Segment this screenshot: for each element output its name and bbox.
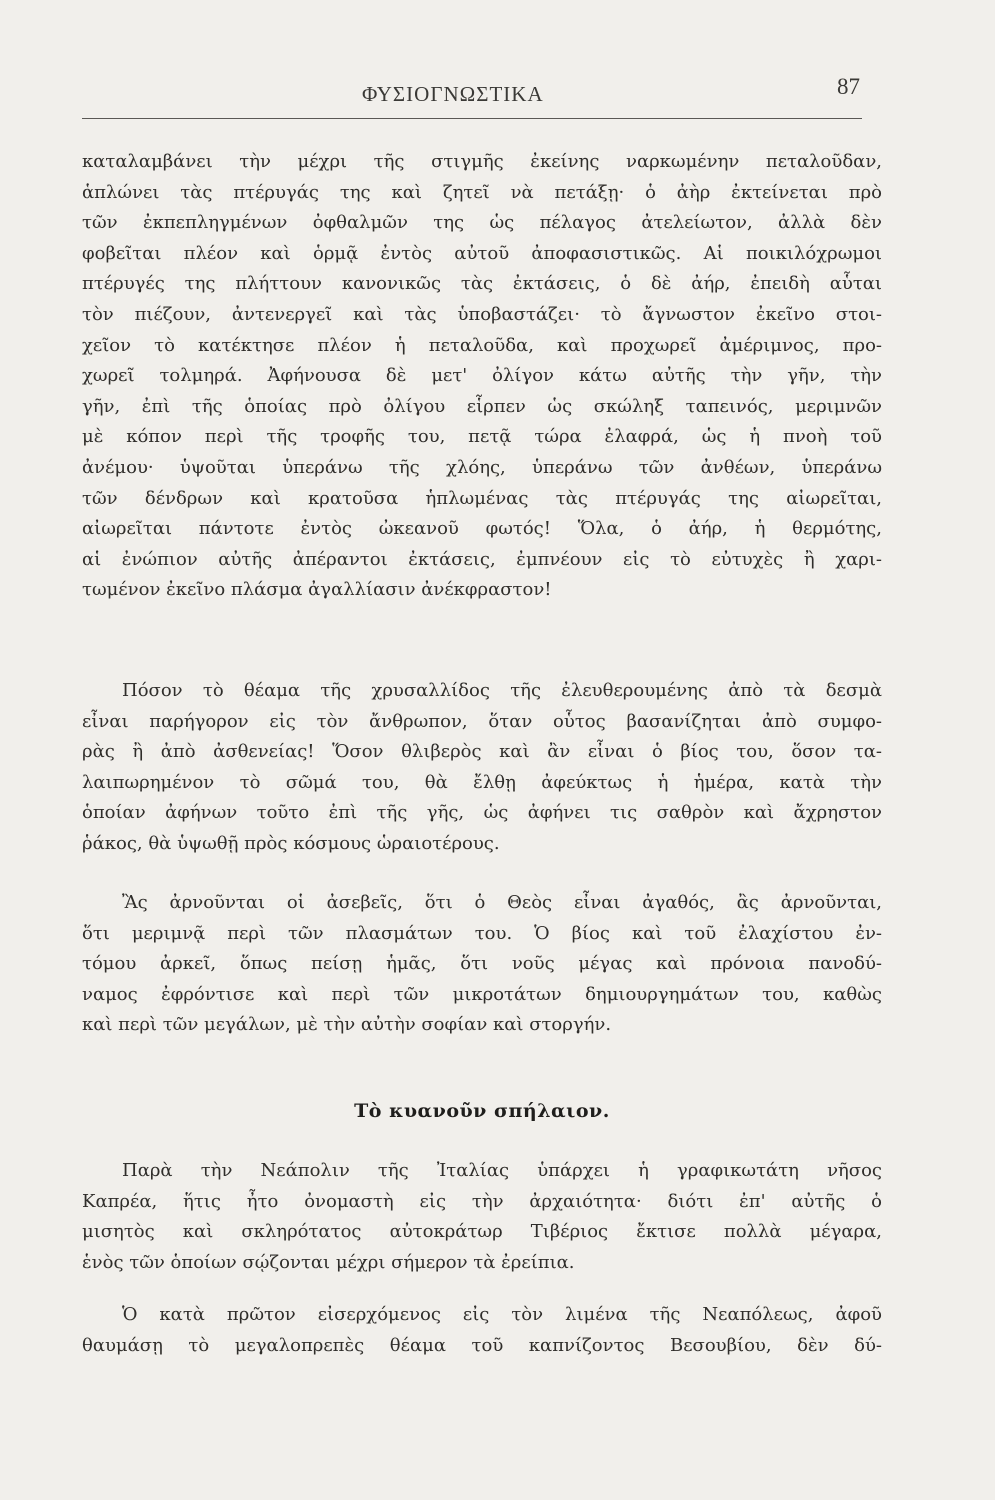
running-title: ΦΥΣΙΟΓΝΩΣΤΙΚΑ (362, 82, 544, 106)
text-line: Ἂς ἀρνοῦνται οἱ ἀσεβεῖς, ὅτι ὁ Θεὸς εἶναι ἀγαθός, ἂς ἀρνοῦνται, (122, 892, 882, 913)
text-line: θαυμάσῃ τὸ μεγαλοπρεπὲς θέαμα τοῦ καπνίζοντος Βεσουβίου, δὲν δύ- (82, 1334, 882, 1356)
text-line: Ὁ κατὰ πρῶτον εἰσερχόμενος εἰς τὸν λιμένα τῆς Νεαπόλεως, ἀφοῦ (122, 1304, 882, 1325)
text-line: γῆν, ἐπὶ τῆς ὁποίας πρὸ ὀλίγου εἷρπεν ὡς σκώληξ ταπεινός, μεριμνῶν (82, 395, 882, 417)
text-line: τόμου ἀρκεῖ, ὅπως πείσῃ ἡμᾶς, ὅτι νοῦς μέγας καὶ πρόνοια πανοδύ- (82, 953, 882, 975)
text-line: τὸν πιέζουν, ἀντενεργεῖ καὶ τὰς ὑποβαστάζει· τὸ ἄγνωστον ἐκεῖνο στοι- (82, 303, 882, 325)
text-line: μισητὸς καὶ σκληρότατος αὐτοκράτωρ Τιβέριος ἔκτισε πολλὰ μέγαρα, (82, 1221, 882, 1243)
text-line: καὶ περὶ τῶν μεγάλων, μὲ τὴν αὐτὴν σοφίαν καὶ στοργήν. (82, 1014, 612, 1036)
text-line: εἶναι παρήγορον εἰς τὸν ἄνθρωπον, ὅταν οὗτος βασανίζηται ἀπὸ συμφο- (82, 710, 882, 732)
page-number: 87 (837, 74, 860, 99)
text-line: Πόσον τὸ θέαμα τῆς χρυσαλλίδος τῆς ἐλευθερουμένης ἀπὸ τὰ δεσμὰ (122, 680, 882, 701)
text-line: μὲ κόπον περὶ τῆς τροφῆς του, πετᾷ τώρα ἐλαφρά, ὡς ἡ πνοὴ τοῦ (82, 426, 882, 448)
section-heading: Τὸ κυανοῦν σπήλαιον. (354, 1100, 610, 1122)
text-line: τωμένον ἐκεῖνο πλάσμα ἀγαλλίασιν ἀνέκφραστον! (82, 579, 552, 601)
header-rule (82, 118, 862, 119)
paragraph-3 (82, 888, 882, 1041)
text-line: πτέρυγές της πλήττουν κανονικῶς τὰς ἐκτάσεις, ὁ δὲ ἀήρ, ἐπειδὴ αὗται (82, 273, 882, 295)
text-line: τῶν δένδρων καὶ κρατοῦσα ἡπλωμένας τὰς πτέρυγάς της αἰωρεῖται, (82, 487, 882, 509)
paragraph-4 (82, 1156, 882, 1278)
text-line: ῥάκος, θὰ ὑψωθῇ πρὸς κόσμους ὡραιοτέρους. (82, 832, 500, 854)
text-line: χεῖον τὸ κατέκτησε πλέον ἡ πεταλοῦδα, καὶ προχωρεῖ ἀμέριμνος, προ- (82, 334, 882, 356)
text-line: καταλαμβάνει τὴν μέχρι τῆς στιγμῆς ἐκείνης ναρκωμένην πεταλοῦδαν, (82, 151, 882, 172)
text-line: χωρεῖ τολμηρά. Ἀφήνουσα δὲ μετ' ὀλίγον κάτω αὐτῆς τὴν γῆν, τὴν (82, 365, 882, 387)
text-line: φοβεῖται πλέον καὶ ὁρμᾷ ἐντὸς αὐτοῦ ἀποφασιστικῶς. Αἱ ποικιλόχρωμοι (82, 242, 882, 264)
text-line: ὁποίαν ἀφήνων τοῦτο ἐπὶ τῆς γῆς, ὡς ἀφήνει τις σαθρὸν καὶ ἄχρηστον (82, 802, 882, 824)
paragraph-2 (82, 676, 882, 860)
text-line: ἑνὸς τῶν ὁποίων σῴζονται μέχρι σήμερον τὰ ἐρείπια. (82, 1251, 575, 1273)
text-line: ἁπλώνει τὰς πτέρυγάς της καὶ ζητεῖ νὰ πετάξῃ· ὁ ἀὴρ ἐκτείνεται πρὸ (82, 181, 882, 203)
paragraph-1 (82, 147, 882, 606)
text-line: ἀνέμου· ὑψοῦται ὑπεράνω τῆς χλόης, ὑπεράνω τῶν ἀνθέων, ὑπεράνω (82, 456, 882, 478)
text-line: Παρὰ τὴν Νεάπολιν τῆς Ἰταλίας ὑπάρχει ἡ γραφικωτάτη νῆσος (122, 1160, 882, 1181)
text-line: τῶν ἐκπεπληγμένων ὀφθαλμῶν της ὡς πέλαγος ἀτελείωτον, ἀλλὰ δὲν (82, 212, 882, 234)
text-line: ὅτι μεριμνᾷ περὶ τῶν πλασμάτων του. Ὁ βίος καὶ τοῦ ἐλαχίστου ἐν- (82, 922, 882, 944)
text-line: αἰωρεῖται πάντοτε ἐντὸς ὠκεανοῦ φωτός! Ὅλα, ὁ ἀήρ, ἡ θερμότης, (82, 518, 882, 540)
text-line: ρὰς ἢ ἀπὸ ἀσθενείας! Ὅσον θλιβερὸς καὶ ἂν εἶναι ὁ βίος του, ὅσον τα- (82, 741, 882, 763)
text-line: Καπρέα, ἥτις ἦτο ὀνομαστὴ εἰς τὴν ἀρχαιότητα· διότι ἐπ' αὐτῆς ὁ (82, 1190, 882, 1212)
text-line: ναμος ἐφρόντισε καὶ περὶ τῶν μικροτάτων δημιουργημάτων του, καθὼς (82, 983, 882, 1005)
text-line: αἱ ἐνώπιον αὐτῆς ἀπέραντοι ἐκτάσεις, ἐμπνέουν εἰς τὸ εὐτυχὲς ἢ χαρι- (82, 548, 882, 570)
running-head (82, 72, 862, 112)
text-line: λαιπωρημένον τὸ σῶμά του, θὰ ἔλθῃ ἀφεύκτως ἡ ἡμέρα, κατὰ τὴν (82, 771, 882, 793)
paragraph-5 (82, 1300, 882, 1361)
